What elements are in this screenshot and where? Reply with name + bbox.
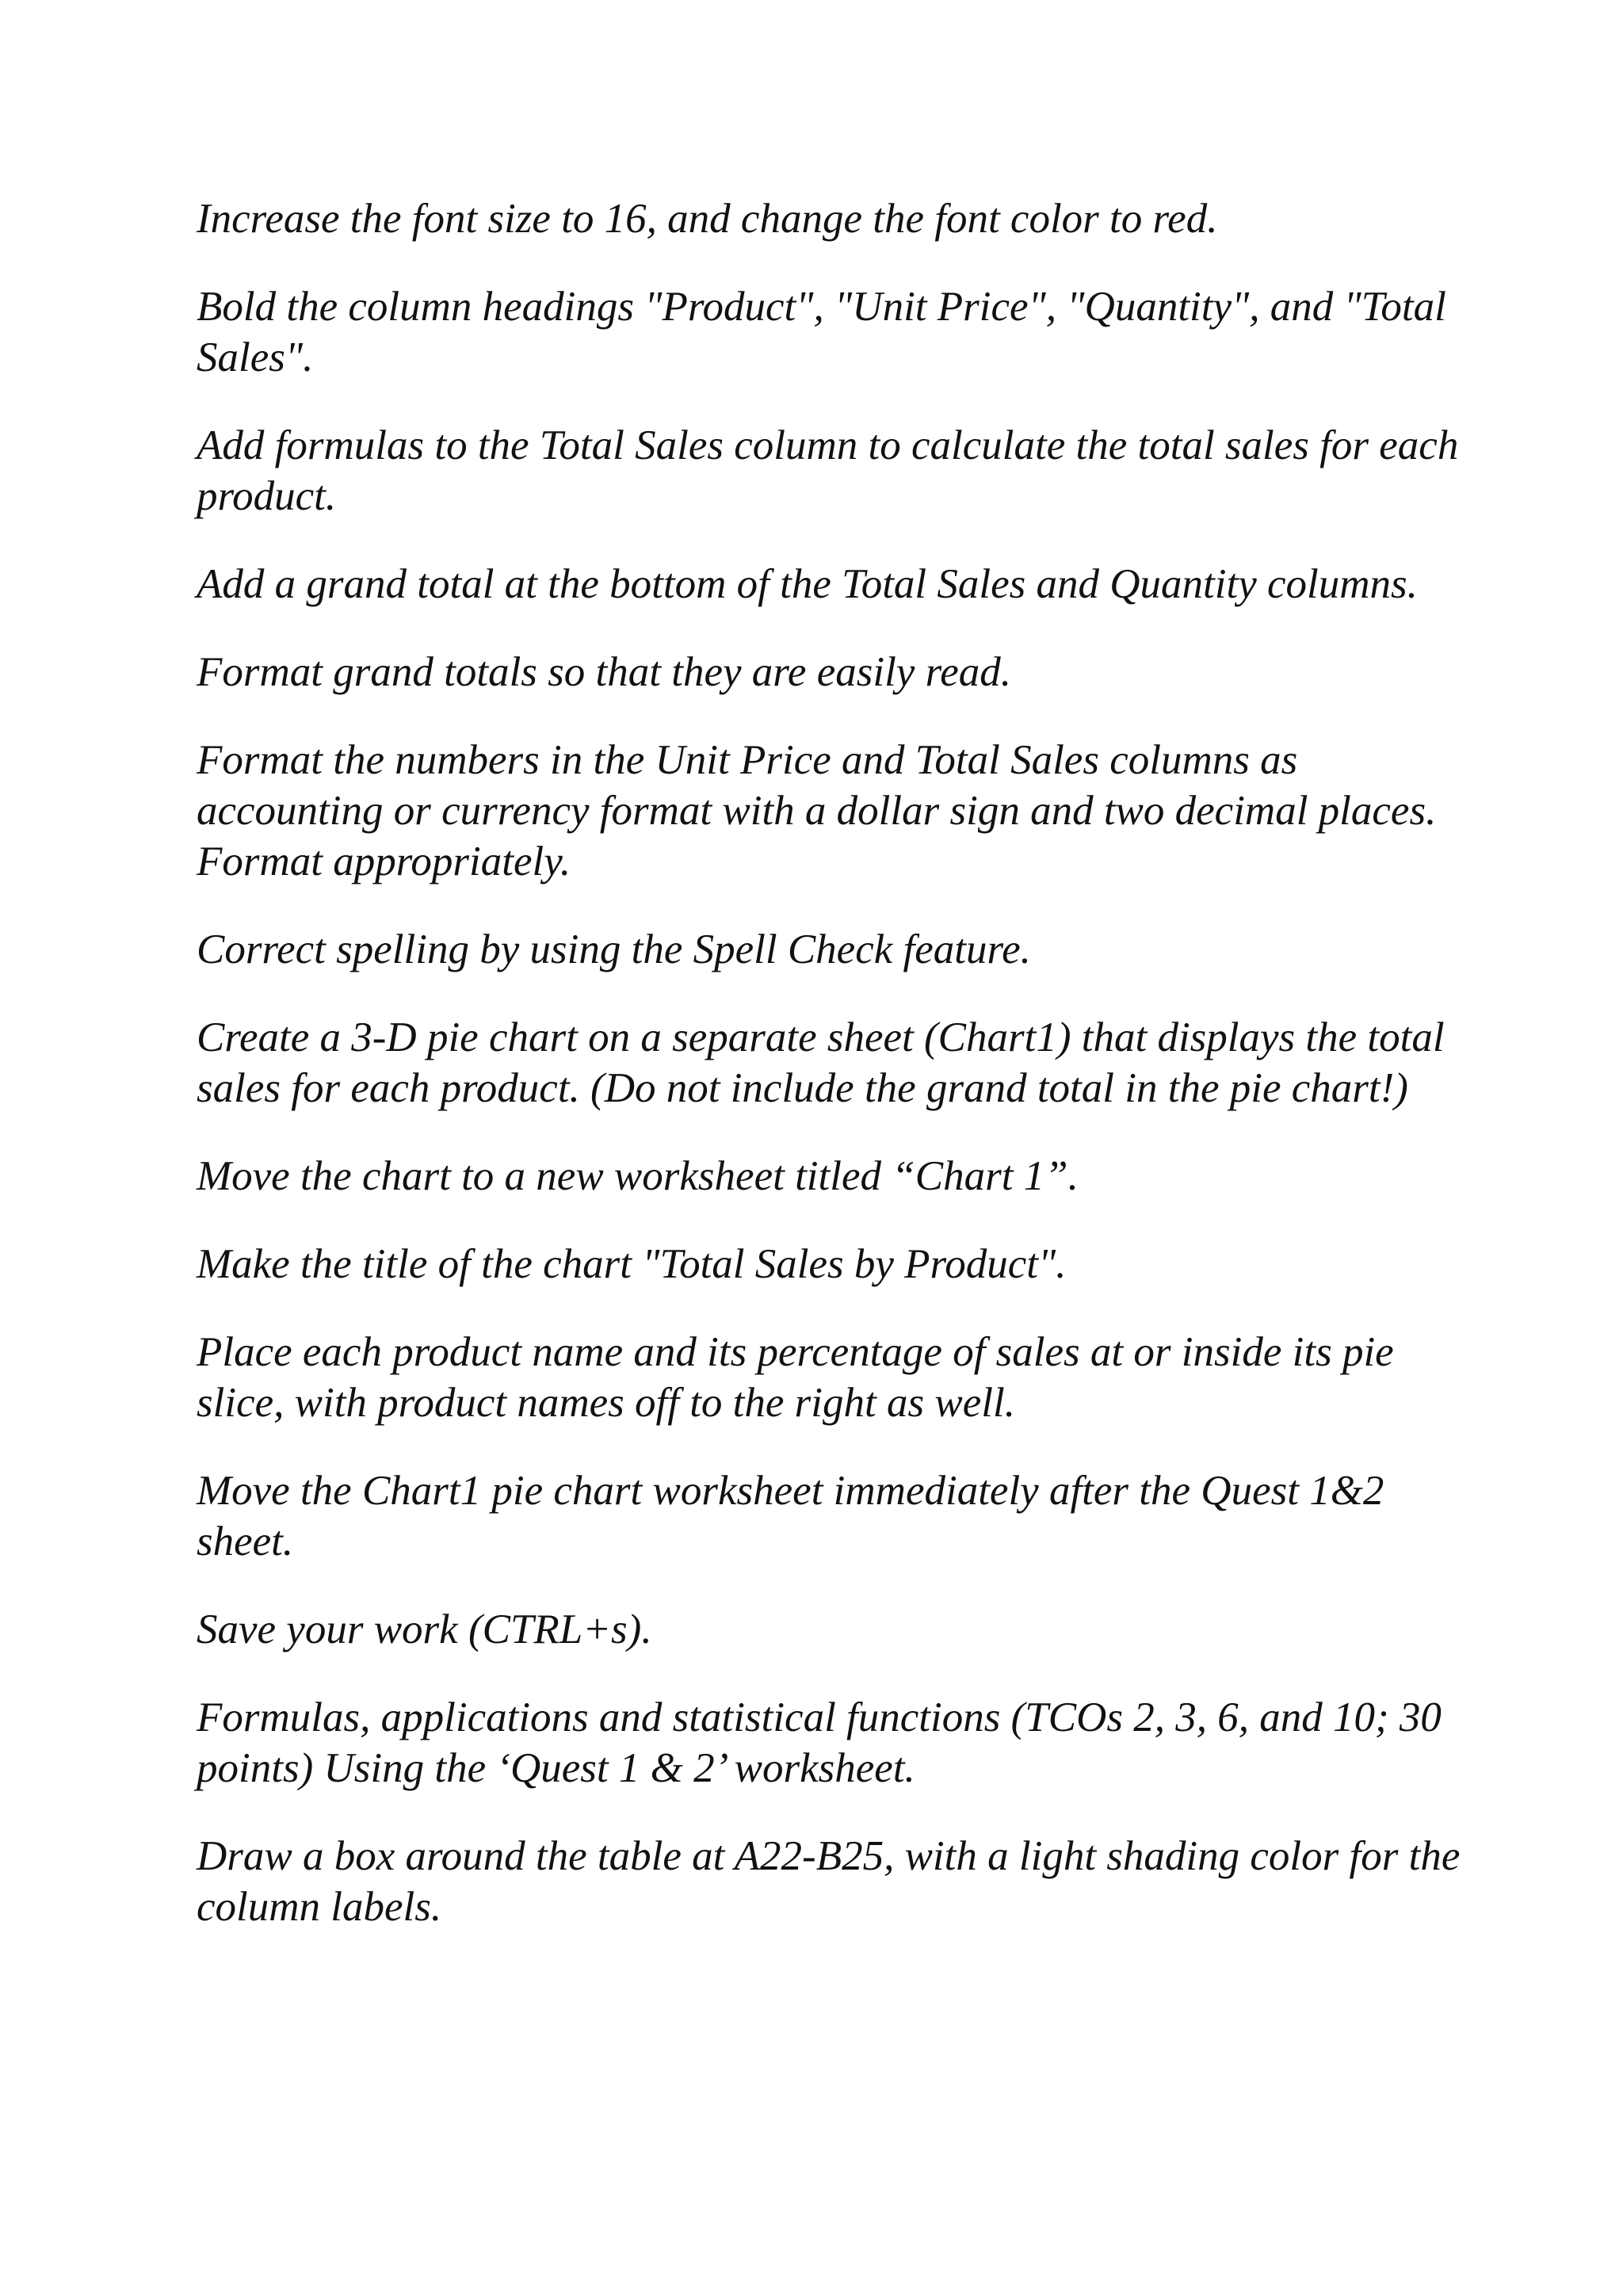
instruction-paragraph: Move the chart to a new worksheet titled “Chart 1”. <box>197 1153 1079 1199</box>
instruction-paragraph: Save your work (CTRL+s). <box>197 1606 652 1652</box>
instruction-paragraph: Increase the font size to 16, and change the font color to red. <box>197 196 1218 242</box>
instruction-paragraph: Place each product name and its percentage of sales at or inside its pie slice, with product names off to the right as well. <box>197 1329 1394 1426</box>
instruction-paragraph: Correct spelling by using the Spell Check feature. <box>197 926 1031 972</box>
instruction-paragraph: Add formulas to the Total Sales column to calculate the total sales for each product. <box>197 422 1459 519</box>
instruction-paragraph: Move the Chart1 pie chart worksheet immediately after the Quest 1&2 sheet. <box>197 1468 1384 1564</box>
instructions-text <box>197 193 1465 1969</box>
instruction-paragraph: Format the numbers in the Unit Price and Total Sales columns as accounting or currency format with a dollar sign and two decimal places. Format appropriately. <box>197 737 1437 884</box>
instruction-paragraph: Add a grand total at the bottom of the Total Sales and Quantity columns. <box>197 561 1418 607</box>
instruction-paragraph: Formulas, applications and statistical functions (TCOs 2, 3, 6, and 10; 30 points) Using the ‘Quest 1 & 2’ worksheet. <box>197 1694 1442 1791</box>
instruction-paragraph: Draw a box around the table at A22-B25, with a light shading color for the column labels. <box>197 1833 1461 1930</box>
instruction-paragraph: Create a 3-D pie chart on a separate sheet (Chart1) that displays the total sales for each product. (Do not include the grand total in the pie chart!) <box>197 1014 1445 1111</box>
instruction-paragraph: Format grand totals so that they are easily read. <box>197 649 1012 695</box>
instruction-paragraph: Make the title of the chart "Total Sales by Product". <box>197 1241 1067 1287</box>
instruction-paragraph: Bold the column headings "Product", "Unit Price", "Quantity", and "Total Sales". <box>197 284 1446 380</box>
